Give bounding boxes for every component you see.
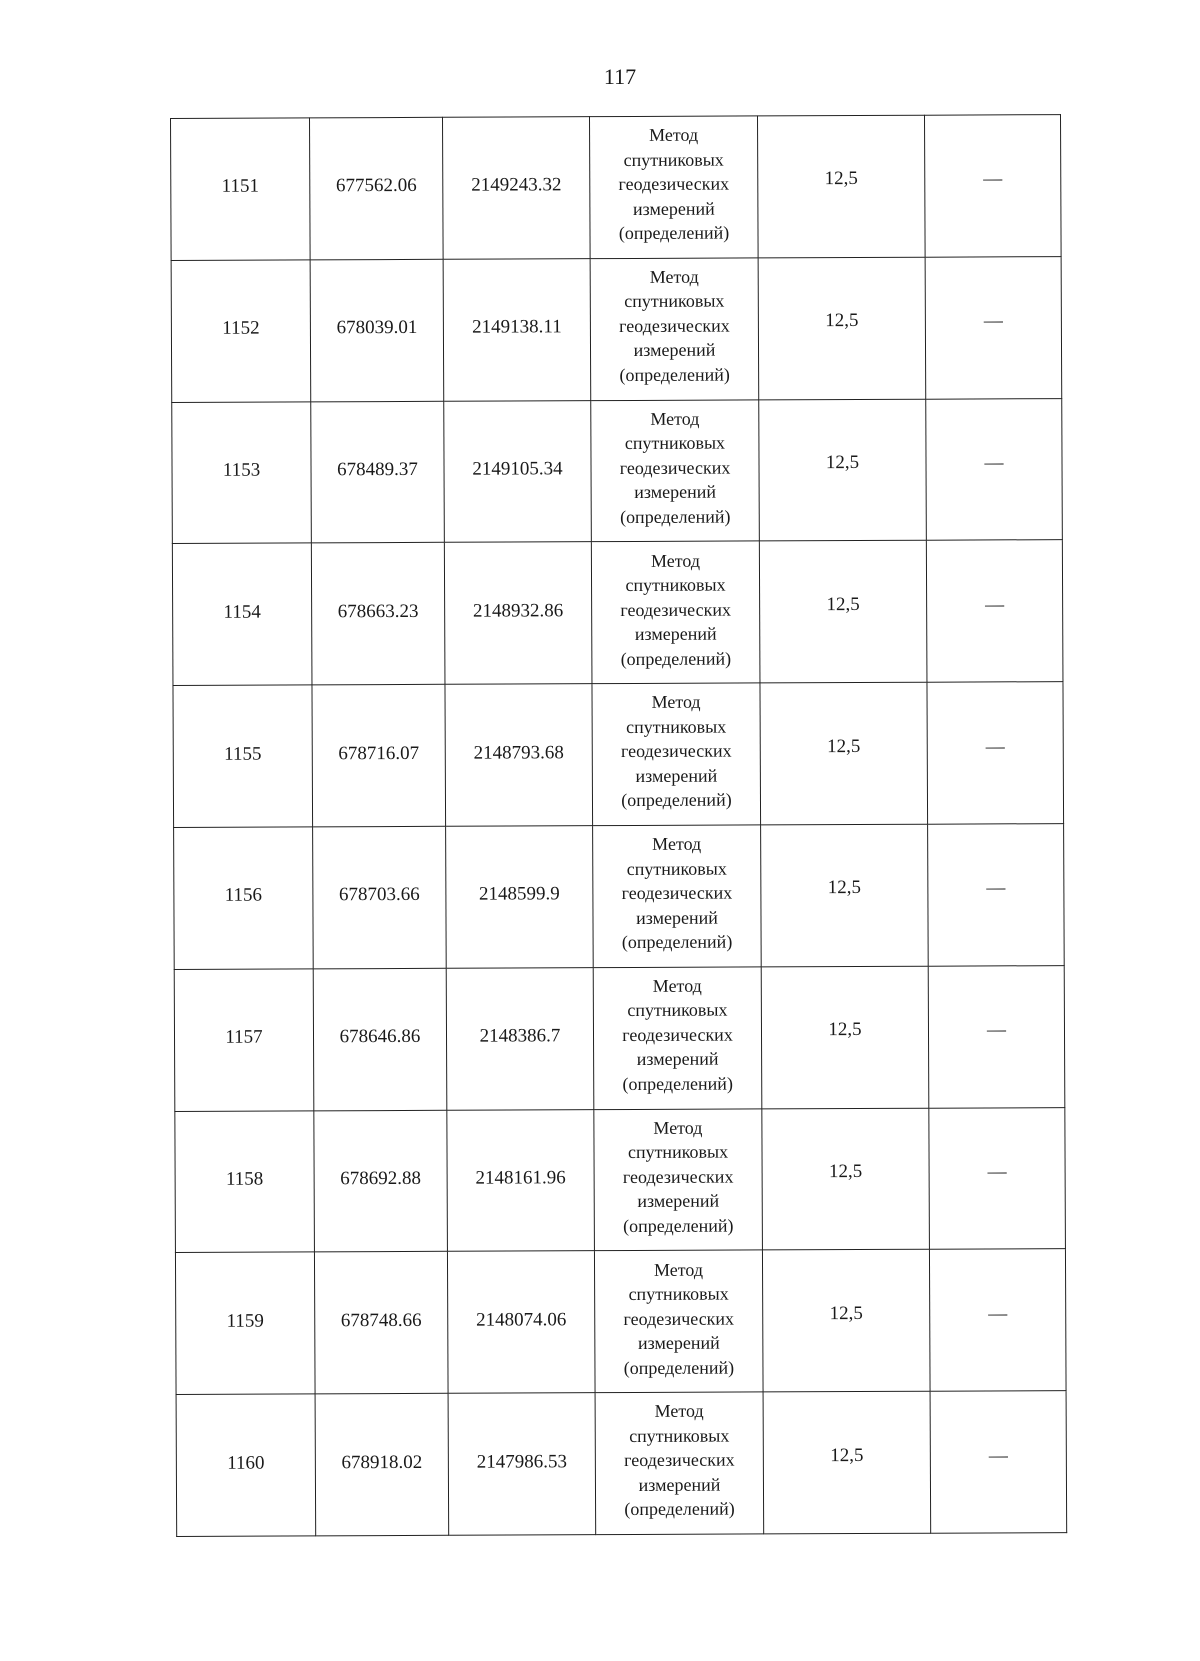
method-text-line: геодезических	[620, 740, 732, 762]
method-cell	[595, 1392, 764, 1535]
y-coordinate-cell: 2148386.7	[446, 967, 594, 1109]
y-coordinate-cell: 2148161.96	[447, 1109, 595, 1251]
x-coordinate-cell: 678663.23	[311, 543, 445, 685]
method-text-line: спутниковых	[625, 574, 726, 596]
coordinates-table	[170, 114, 1067, 1537]
method-text-line: Метод	[650, 408, 700, 429]
y-coordinate-cell: 2148074.06	[447, 1251, 595, 1393]
method-text-line: геодезических	[618, 173, 730, 195]
accuracy-cell: 12,5	[762, 1250, 930, 1393]
method-text-line: (определений)	[620, 648, 732, 669]
method-text-line: измерений	[638, 1474, 721, 1495]
table-row	[173, 682, 1064, 828]
method-text-line: измерений	[636, 1049, 719, 1070]
note-cell: —	[926, 540, 1063, 682]
x-coordinate-cell: 678692.88	[314, 1110, 448, 1252]
method-cell	[594, 1250, 763, 1393]
method-text-line: измерений	[633, 340, 716, 361]
method-text-line: измерений	[635, 765, 718, 786]
method-text-line: геодезических	[622, 1166, 734, 1187]
table-row	[175, 1249, 1066, 1395]
table-row	[172, 398, 1063, 544]
method-text-line: спутниковых	[627, 999, 728, 1021]
note-cell: —	[929, 1107, 1066, 1249]
point-number-cell: 1155	[173, 685, 313, 827]
method-text-line: (определений)	[618, 222, 730, 244]
table-row	[171, 256, 1062, 402]
point-number-cell: 1154	[172, 543, 312, 685]
method-text-line: Метод	[651, 692, 701, 713]
method-text-line: спутниковых	[624, 291, 725, 312]
method-text-line: спутниковых	[626, 858, 727, 879]
method-text-line: спутниковых	[626, 716, 727, 737]
point-number-cell: 1152	[171, 260, 311, 402]
method-text-line: Метод	[652, 833, 702, 855]
x-coordinate-cell: 678039.01	[310, 259, 444, 401]
method-text-line: Метод	[650, 550, 700, 571]
method-text-line: Метод	[649, 266, 699, 287]
method-text-line: (определений)	[622, 1073, 733, 1094]
note-cell: —	[928, 965, 1065, 1107]
point-number-cell: 1153	[172, 401, 312, 543]
method-text-line: спутниковых	[627, 1141, 729, 1163]
point-number-cell: 1156	[174, 827, 314, 969]
point-number-cell: 1157	[174, 969, 314, 1111]
method-text-line: Метод	[653, 1117, 703, 1138]
accuracy-cell: 12,5	[761, 824, 929, 967]
method-cell	[593, 825, 762, 968]
page-number: 117	[603, 64, 637, 89]
method-cell	[593, 967, 762, 1110]
point-number-cell: 1159	[175, 1252, 315, 1394]
method-text-line: геодезических	[621, 882, 733, 904]
method-cell	[589, 116, 758, 259]
method-cell	[592, 683, 761, 826]
method-text-line: (определений)	[623, 1215, 734, 1236]
x-coordinate-cell: 677562.06	[310, 117, 444, 259]
table-row	[175, 1107, 1066, 1253]
method-text-line: измерений	[636, 907, 718, 928]
accuracy-cell: 12,5	[759, 399, 927, 542]
note-cell: —	[928, 824, 1065, 966]
note-cell: —	[927, 682, 1064, 824]
method-text-line: Метод	[649, 124, 699, 146]
method-text-line: геодезических	[623, 1308, 735, 1329]
point-number-cell: 1158	[175, 1110, 315, 1252]
method-text-line: геодезических	[622, 1024, 733, 1045]
x-coordinate-cell: 678646.86	[313, 968, 447, 1110]
note-cell: —	[925, 256, 1062, 398]
y-coordinate-cell: 2148599.9	[446, 826, 594, 968]
table-row	[172, 540, 1063, 686]
point-number-cell: 1151	[171, 118, 311, 260]
method-text-line: (определений)	[623, 1357, 735, 1378]
method-text-line: измерений	[634, 623, 717, 645]
x-coordinate-cell: 678489.37	[311, 401, 445, 543]
method-text-line: (определений)	[619, 364, 730, 385]
point-number-cell: 1160	[176, 1394, 316, 1536]
accuracy-cell: 12,5	[760, 682, 928, 825]
x-coordinate-cell: 678918.02	[315, 1393, 449, 1535]
table-row	[176, 1391, 1067, 1537]
table-body	[171, 115, 1067, 1537]
method-text-line: измерений	[632, 198, 715, 219]
table-row	[174, 824, 1065, 970]
accuracy-cell: 12,5	[761, 966, 929, 1109]
accuracy-cell: 12,5	[763, 1391, 931, 1534]
method-text-line: (определений)	[621, 931, 733, 953]
method-cell	[590, 258, 759, 401]
method-text-line: геодезических	[624, 1449, 735, 1471]
method-text-line: спутниковых	[629, 1425, 730, 1446]
x-coordinate-cell: 678703.66	[313, 826, 447, 968]
method-cell	[594, 1109, 763, 1252]
method-text-line: (определений)	[621, 789, 732, 811]
method-text-line: (определений)	[619, 506, 731, 527]
method-text-line: Метод	[652, 975, 702, 996]
x-coordinate-cell: 678748.66	[314, 1252, 448, 1394]
y-coordinate-cell: 2149138.11	[443, 258, 591, 400]
table-row	[174, 965, 1065, 1111]
accuracy-cell: 12,5	[762, 1108, 930, 1251]
note-cell: —	[929, 1249, 1066, 1391]
method-text-line: измерений	[634, 481, 717, 503]
y-coordinate-cell: 2147986.53	[448, 1393, 596, 1535]
accuracy-cell: 12,5	[757, 115, 925, 258]
method-text-line: геодезических	[620, 599, 731, 620]
method-text-line: Метод	[653, 1259, 704, 1280]
method-cell	[591, 400, 760, 543]
note-cell: —	[924, 115, 1061, 257]
accuracy-cell: 12,5	[759, 541, 927, 684]
method-cell	[591, 541, 760, 684]
y-coordinate-cell: 2149105.34	[444, 400, 592, 542]
y-coordinate-cell: 2148793.68	[445, 684, 593, 826]
method-text-line: геодезических	[619, 457, 731, 478]
method-text-line: (определений)	[624, 1498, 735, 1520]
method-text-line: Метод	[654, 1400, 704, 1422]
method-text-line: спутниковых	[624, 432, 726, 454]
accuracy-cell: 12,5	[758, 257, 926, 400]
method-text-line: спутниковых	[623, 149, 724, 170]
method-text-line: спутниковых	[628, 1283, 729, 1305]
y-coordinate-cell: 2148932.86	[444, 542, 592, 684]
table-row	[171, 115, 1062, 261]
method-text-line: измерений	[637, 1190, 720, 1212]
method-text-line: геодезических	[619, 315, 730, 336]
note-cell: —	[926, 398, 1063, 540]
note-cell: —	[930, 1391, 1067, 1533]
method-text-line: измерений	[637, 1332, 720, 1353]
y-coordinate-cell: 2149243.32	[442, 117, 590, 259]
x-coordinate-cell: 678716.07	[312, 684, 446, 826]
